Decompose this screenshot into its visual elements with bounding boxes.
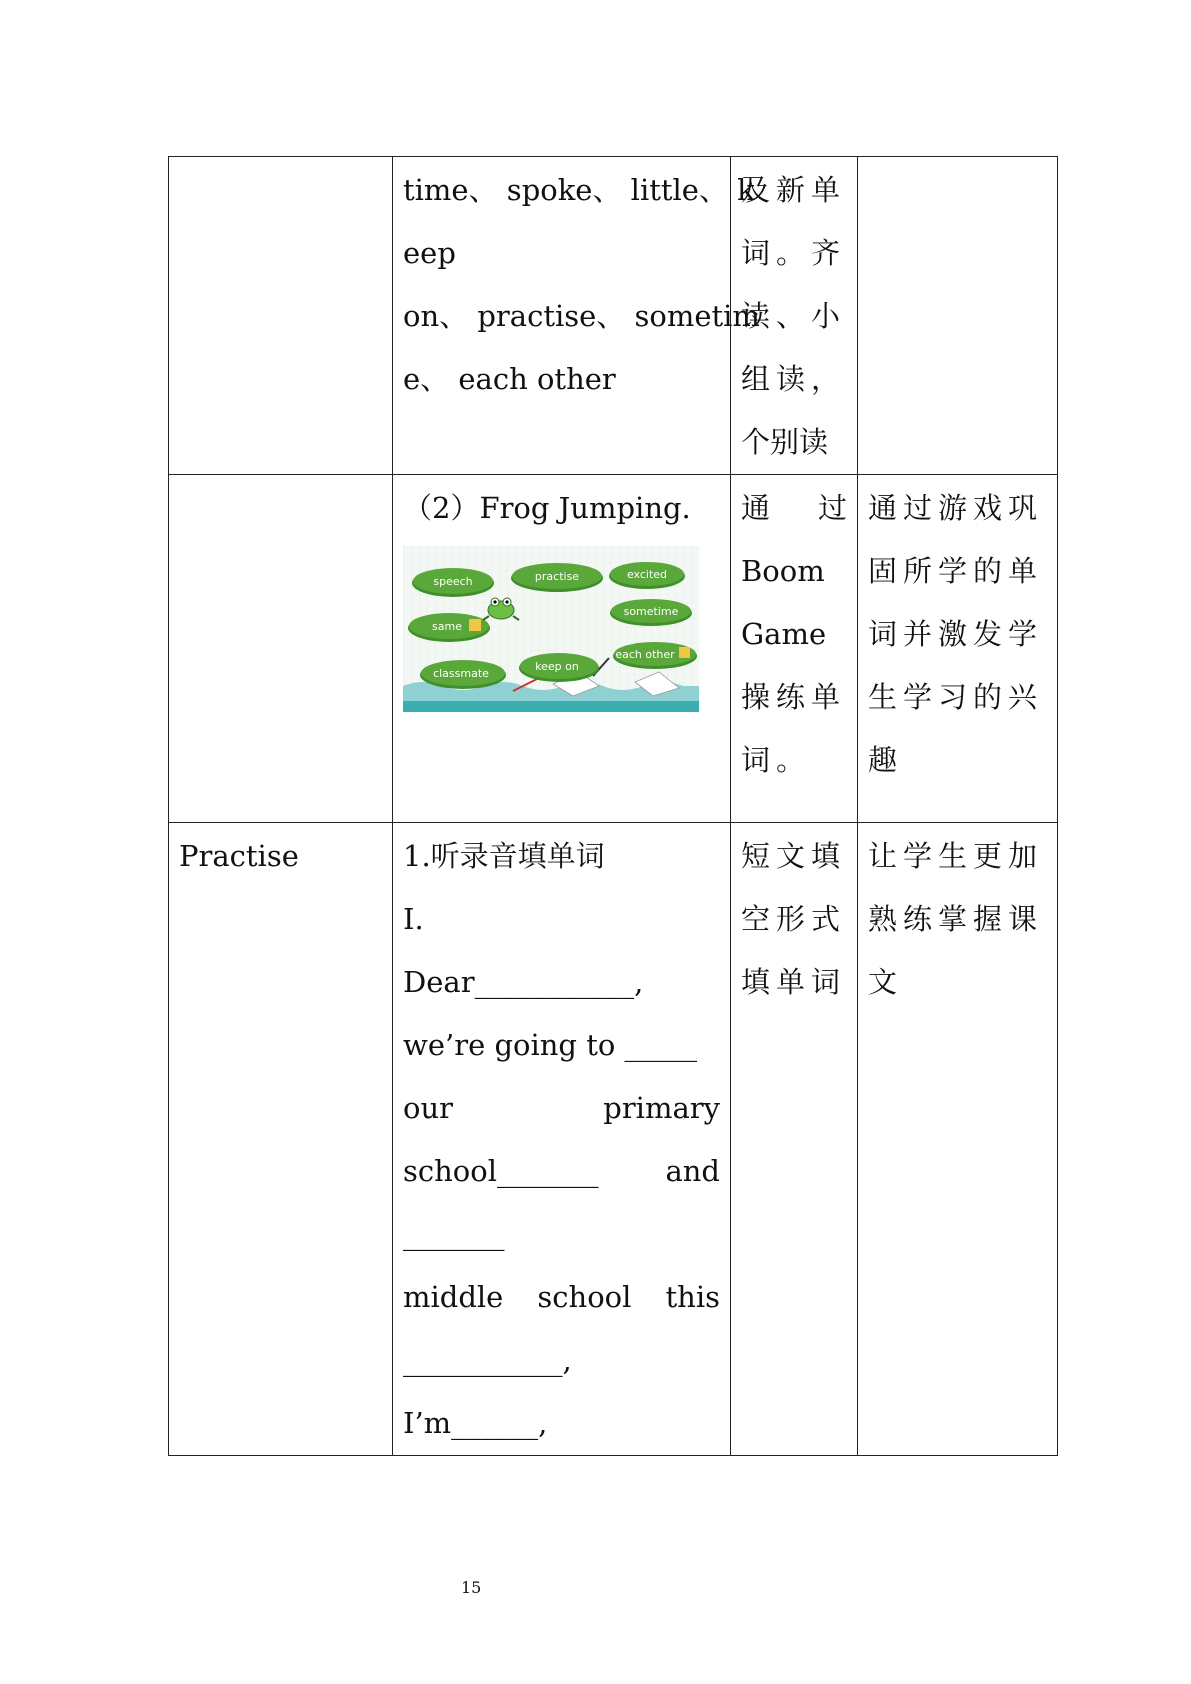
pad-label: speech [433,575,473,588]
method-line: Game [741,617,827,651]
pad-label: keep on [535,660,579,673]
content-cell [393,823,731,1456]
page-number: 15 [461,1578,482,1597]
stage-cell [169,823,393,1456]
content-line: eep [403,236,456,270]
lily-pad [511,563,603,592]
purpose-line: 趣 [868,743,898,777]
table-row [169,475,1058,823]
purpose-line: 文 [868,965,898,999]
method-line: 读、小 [741,299,847,333]
pad-label: excited [626,568,668,581]
content-line: middle school this [403,1280,720,1314]
purpose-cell [858,157,1058,475]
content-line: I. [403,902,424,936]
pad-label: same [432,620,462,633]
method-line: 词。 [741,743,812,777]
method-line: 短文填 [741,839,847,873]
content-line: I’m______, [403,1406,548,1440]
lesson-plan-table [168,156,1058,1456]
table-row [169,823,1058,1456]
method-line: Boom [741,554,825,588]
purpose-cell [858,823,1058,1456]
content-line: our primary [403,1091,720,1125]
method-line: 词。齐 [741,236,847,270]
pad-label: sometime [623,605,679,618]
stage-cell [169,157,393,475]
content-line: ___________, [403,1343,572,1377]
method-line: 通 过 [741,491,847,525]
purpose-line: 词并激发学 [868,617,1044,651]
method-line: 空形式 [741,902,847,936]
content-line: school_______ and [403,1154,720,1188]
method-cell [731,157,858,475]
activity-title: （2）Frog Jumping. [403,491,691,525]
purpose-line: 通过游戏巩 [868,491,1044,525]
method-line: 个别读 [741,425,829,459]
lily-pad [412,568,494,597]
method-line: 组读， [741,362,847,396]
lily-pad [613,642,697,669]
lily-pad [519,653,599,682]
stage-cell [169,475,393,823]
lily-pad [609,562,685,589]
content-cell [393,157,760,475]
pad-label: classmate [433,667,489,680]
purpose-cell [858,475,1058,823]
purpose-line: 让学生更加 [868,839,1044,873]
method-line: 操练单 [741,680,847,714]
content-line: on、 practise、 sometim [403,299,760,333]
content-line: Dear___________, [403,965,644,999]
purpose-line: 固所学的单 [868,554,1044,588]
purpose-line: 熟练掌握课 [868,902,1044,936]
stage-label: Practise [179,839,299,873]
content-line: 1.听录音填单词 [403,839,605,873]
purpose-line: 生学习的兴 [868,680,1044,714]
lily-pad [420,660,506,689]
content-line: e、 each other [403,362,616,396]
pad-label: each other [615,648,675,661]
pad-label: practise [534,570,580,583]
content-line: time、 spoke、 little、 k [403,173,755,207]
method-cell [731,823,858,1456]
method-line: 填单词 [741,965,847,999]
lily-pad [408,613,490,642]
content-line: we’re going to _____ [403,1028,698,1062]
content-cell [393,475,731,823]
table-row [169,157,1058,475]
frog-jumping-game-image [403,546,699,712]
method-line: 及新单 [741,173,847,207]
lily-pad [610,599,692,626]
method-cell [731,475,858,823]
content-line: _______ [403,1217,505,1251]
